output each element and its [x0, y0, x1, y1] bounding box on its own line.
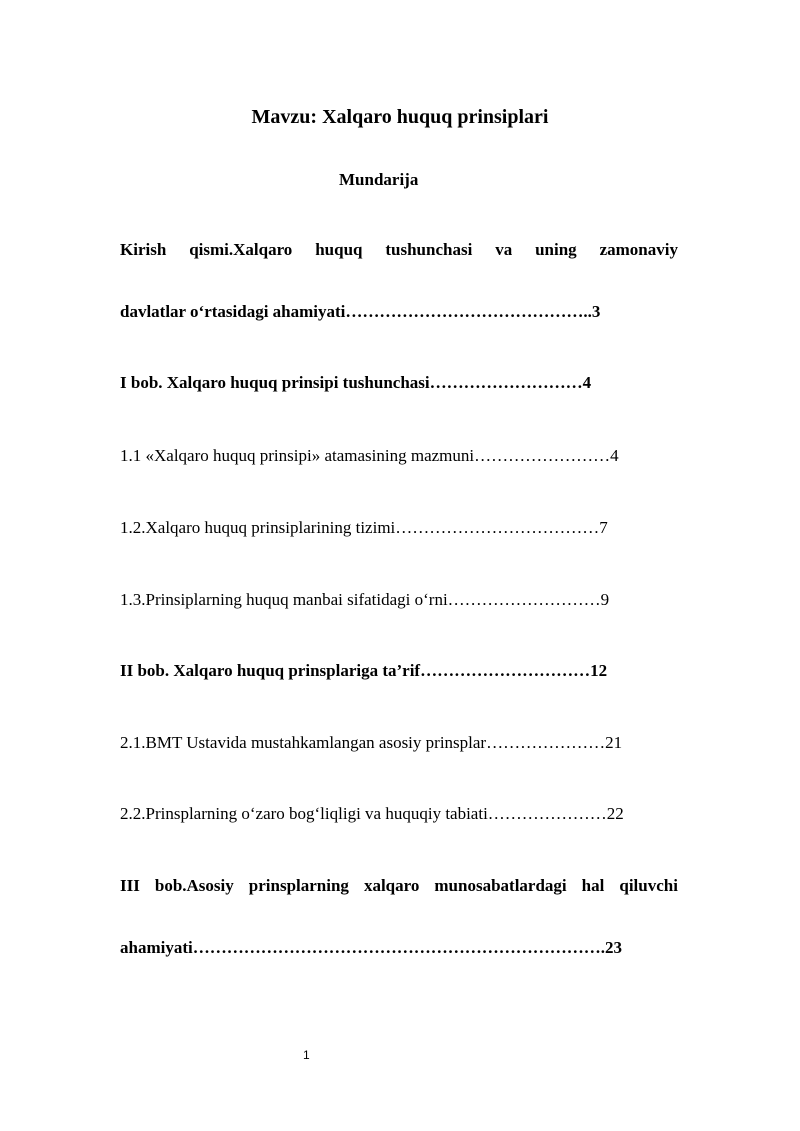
toc-entry-chapter-3-line2: ahamiyati……………………………………………………………….23: [120, 938, 622, 957]
toc-word: hal: [581, 876, 605, 895]
toc-word: Kirish: [120, 240, 167, 259]
document-title: Mavzu: Xalqaro huquq prinsiplari: [251, 106, 549, 128]
toc-word: xalqaro: [363, 876, 420, 895]
toc-word: munosabatlardagi: [434, 876, 567, 895]
toc-word: uning: [535, 240, 577, 259]
toc-entry-chapter-3-line1: [120, 876, 678, 896]
toc-heading: Mundarija: [339, 170, 419, 189]
toc-entry-intro-line1: [120, 240, 678, 260]
toc-entry-section-2-1: 2.1.BMT Ustavida mustahkamlangan asosiy prinsplar…………………21: [120, 733, 623, 752]
toc-word: huquq: [315, 240, 363, 259]
toc-entry-chapter-1: I bob. Xalqaro huquq prinsipi tushunchasi………………………4: [120, 373, 592, 392]
toc-entry-intro-line2: davlatlar o‘rtasidagi ahamiyati……………………………………..3: [120, 302, 601, 321]
toc-word: qiluvchi: [619, 876, 678, 895]
toc-entry-section-1-2: 1.2.Xalqaro huquq prinsiplarining tizimi………………………………7: [120, 518, 608, 537]
toc-word: va: [495, 240, 513, 259]
toc-word: bob.Asosiy: [154, 876, 234, 895]
toc-word: III: [120, 876, 140, 895]
toc-word: tushunchasi: [385, 240, 473, 259]
toc-word: zamonaviy: [599, 240, 678, 259]
toc-entry-section-1-1: 1.1 «Xalqaro huquq prinsipi» atamasining mazmuni……………………4: [120, 446, 619, 465]
toc-word: prinsplarning: [248, 876, 349, 895]
toc-word: qismi.Xalqaro: [189, 240, 293, 259]
toc-entry-chapter-2: II bob. Xalqaro huquq prinsplariga ta’rif…………………………12: [120, 661, 608, 680]
page-number: 1: [303, 1048, 310, 1062]
toc-entry-section-2-2: 2.2.Prinsplarning o‘zaro bog‘liqligi va huquqiy tabiati…………………22: [120, 804, 624, 823]
toc-entry-section-1-3: 1.3.Prinsiplarning huquq manbai sifatidagi o‘rni………………………9: [120, 590, 610, 609]
